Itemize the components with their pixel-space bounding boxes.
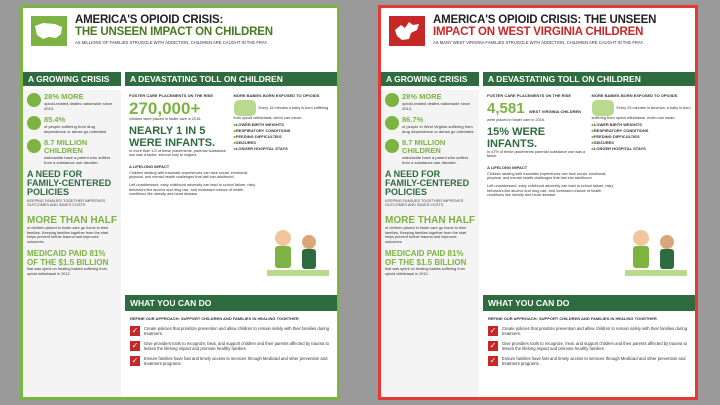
infants-stat: NEARLY 1 IN 5 WERE INFANTS. [129,124,216,149]
list-item: ■ RESPIRATORY CONDITIONS [592,128,692,133]
action-item: ✓ Create policies that prioritize prevention and allow children to remain safely with their families during treatment. [131,326,330,336]
foster-count: 270,000+ [129,99,201,118]
lifelong-heading: A LIFELONG IMPACT [129,163,170,169]
pill-bottle-icon [385,93,399,107]
toll-section: FOSTER CARE PLACEMENTS ON THE RISE 270,000+ children were placed in foster care in 2016. NEARLY 1 IN 5 WERE INFANTS. In more than 1/3 of these placements, parental substance use was a factor, second only to neglect. MORE BABIES BORN EXPOSED TO OPIOIDS Every 15 minutes a baby is born suffering from opioid withdrawal, which can mean: ■ LOWER BIRTH WEIGHTS ■ RESPIRATORY CONDITIONS ■ FEEDING DIFFICULTIES ■ SEIZURES ■ LONGER HOSPITAL STAYS A LIFELONG IMPACT Children dealing with traumatic experiences can face social, emotional, physical, and mental health challenges that last into adulthood. Left unaddressed, early childhood adversity can lead to school failure, risky behaviors like alcohol and drug use, and increased chance of health conditions like obesity and heart disease. [125,90,337,295]
actions-section: REFINE OUR APPROACH: SUPPORT CHILDREN AND FAMILIES IN HEALING TOGETHER ✓ Create policies that prioritize prevention and allow children to remain safely with their families during treatment. ✓ Give providers tools to recognize, treat, and support children and their parents affected by trauma to lessen the lifelong impact and promote healthy families. ✓ Ensure families have fast and timely access to services through Medicaid and other prevention and treatment programs. [483,313,695,397]
medicaid-stat: MEDICAID PAID 81% OF THE $1.5 BILLION [27,249,109,267]
list-item: ■ LONGER HOSPITAL STAYS [592,146,692,151]
page-subtitle: AS MILLIONS OF FAMILIES STRUGGLE WITH ADDICTION, CHILDREN ARE CAUGHT IN THE FRAY. [75,40,268,45]
lifelong-heading: A LIFELONG IMPACT [487,164,528,170]
medicaid-stat: MEDICAID PAID 81% OF THE $1.5 BILLION [385,249,467,267]
left-column: 28% MORE opioid-related deaths nationwide since 2013. 85.4% of people suffering from drug dependence or abuse go untreated 8.7 MILLION CHILDREN nationwide have a parent who suffers from a substance use disorder. A NEED FOR FAMILY-CENTERED POLICIES KEEPING FAMILIES TOGETHER IMPROVES OUTCOMES AND SAVES COSTS MORE THAN HALF of children placed in foster care go home to their families. Keeping families together from the start helps prevent further trauma and improves outcomes. MEDICAID PAID 81% OF THE $1.5 BILLION that was spent on treating babies suffering from opioid withdrawal in 2012. [23,90,121,397]
list-item: ■ LOWER BIRTH WEIGHTS [234,122,334,127]
babies-block: MORE BABIES BORN EXPOSED TO OPIOIDS Every 25 minutes in America, a baby is born suffering from opioid withdrawal, which can mean: ■ LOWER BIRTH WEIGHTS ■ RESPIRATORY CONDITIONS ■ FEEDING DIFFICULTIES ■ SEIZURES ■ LONGER HOSPITAL STAYS [592,93,692,159]
growing-crisis-heading: A GROWING CRISIS [381,72,479,86]
children-illustration-icon [621,220,691,280]
need-heading: A NEED FOR FAMILY-CENTERED POLICIES [385,169,470,197]
children-icon [27,139,41,153]
action-item: ✓ Give providers tools to recognize, treat, and support children and their parents affected by trauma to lessen the lifelong impact and promote healthy families. [131,341,329,351]
list-item: ■ LOWER BIRTH WEIGHTS [592,122,692,127]
need-subheading: KEEPING FAMILIES TOGETHER IMPROVES OUTCOMES AND SAVES COSTS [385,199,464,207]
west-virginia-map-icon [389,16,425,46]
usa-map-icon [31,16,67,46]
more-than-half: MORE THAN HALF [27,215,117,226]
foster-count: 4,581 [487,100,525,117]
toll-heading: A DEVASTATING TOLL ON CHILDREN [125,72,337,86]
stat-deaths: 28% MORE opioid-related deaths nationwide since 2013. [385,93,475,111]
checkmark-icon: ✓ [489,326,497,335]
infographic-header [381,8,695,58]
west-virginia-infographic [378,5,698,400]
action-item: ✓ Create policies that prioritize prevention and allow children to remain safely with their families during treatment. [489,326,688,336]
list-item: ■ RESPIRATORY CONDITIONS [234,128,334,133]
foster-block: FOSTER CARE PLACEMENTS ON THE RISE 270,000+ children were placed in foster care in 2016. NEARLY 1 IN 5 WERE INFANTS. In more than 1/3 of these placements, parental substance use was a factor, second only to neglect. [129,93,229,158]
action-item: ✓ Ensure families have fast and timely access to services through Medicaid and other prevention and treatment programs. [489,356,686,366]
action-item: ✓ Ensure families have fast and timely access to services through Medicaid and other prevention and treatment programs. [131,356,328,366]
national-infographic [20,5,340,400]
more-than-half: MORE THAN HALF [385,215,475,226]
toll-section: FOSTER CARE PLACEMENTS ON THE RISE 4,581 WEST VIRGINIA CHILDREN were placed in foster care in 2016. 15% WERE INFANTS. In 47% of these placements parental substance use was a factor. MORE BABIES BORN EXPOSED TO OPIOIDS Every 25 minutes in America, a baby is born suffering from opioid withdrawal, which can mean: ■ LOWER BIRTH WEIGHTS ■ RESPIRATORY CONDITIONS ■ FEEDING DIFFICULTIES ■ SEIZURES ■ LONGER HOSPITAL STAYS A LIFELONG IMPACT Children dealing with traumatic experiences can face social, emotional, physical, and mental health challenges that last into adulthood. Left unaddressed, early childhood adversity can lead to school failure, risky behaviors like alcohol and drug use, and increased chance of health conditions like obesity and heart disease. [483,90,695,295]
pill-bottle-icon [27,93,41,107]
what-you-can-do-heading: WHAT YOU CAN DO [483,295,695,311]
baby-icon [234,100,256,116]
children-icon [385,139,399,153]
left-column: 28% MORE opioid-related deaths nationwide since 2013. 86.7% of people in West Virginia suffering from drug dependence or abuse go untreated. 8.7 MILLION CHILDREN nationwide have a parent who suffers from a substance use disorder. A NEED FOR FAMILY-CENTERED POLICIES KEEPING FAMILIES TOGETHER IMPROVES OUTCOMES AND SAVES COSTS MORE THAN HALF of children placed in foster care go home to their families. Keeping families together from the start helps prevent further trauma and improves outcomes. MEDICAID PAID 81% OF THE $1.5 BILLION that was spent on treating babies suffering from opioid withdrawal in 2012. [381,90,479,397]
checkmark-icon: ✓ [131,356,139,365]
stat-deaths: 28% MORE opioid-related deaths nationwide since 2013. [27,93,117,111]
checkmark-icon: ✓ [489,356,497,365]
list-item: ■ LONGER HOSPITAL STAYS [234,146,334,151]
stat-untreated: 85.4% of people suffering from drug dependence or abuse go untreated [27,116,117,134]
children-illustration-icon [263,220,333,280]
list-item: ■ FEEDING DIFFICULTIES [234,134,334,139]
page-title: AMERICA'S OPIOID CRISIS: THE UNSEEN IMPACT ON WEST VIRGINIA CHILDREN [433,14,657,38]
person-icon [27,116,41,130]
page-subtitle: AS MANY WEST VIRGINIA FAMILIES STRUGGLE WITH ADDICTION, CHILDREN ARE CAUGHT IN THE FRAY. [433,40,644,45]
infants-stat: 15% WERE INFANTS. [487,125,546,150]
list-item: ■ SEIZURES [592,140,692,145]
toll-heading: A DEVASTATING TOLL ON CHILDREN [483,72,695,86]
stat-untreated: 86.7% of people in West Virginia suffering from drug dependence or abuse go untreated. [385,116,475,134]
action-item: ✓ Give providers tools to recognize, treat, and support children and their parents affected by trauma to lessen the lifelong impact and promote healthy families. [489,341,687,351]
babies-block: MORE BABIES BORN EXPOSED TO OPIOIDS Every 15 minutes a baby is born suffering from opioid withdrawal, which can mean: ■ LOWER BIRTH WEIGHTS ■ RESPIRATORY CONDITIONS ■ FEEDING DIFFICULTIES ■ SEIZURES ■ LONGER HOSPITAL STAYS [234,93,334,158]
effects-list [592,122,692,151]
foster-block: FOSTER CARE PLACEMENTS ON THE RISE 4,581 WEST VIRGINIA CHILDREN were placed in foster care in 2016. 15% WERE INFANTS. In 47% of these placements parental substance use was a factor. [487,93,586,159]
infographic-header [23,8,337,58]
person-icon [385,116,399,130]
stat-children: 8.7 MILLION CHILDREN nationwide have a parent who suffers from a substance use disorder. [385,139,475,165]
growing-crisis-heading: A GROWING CRISIS [23,72,121,86]
baby-icon [592,100,614,116]
stat-children: 8.7 MILLION CHILDREN nationwide have a parent who suffers from a substance use disorder. [27,139,117,165]
need-subheading: KEEPING FAMILIES TOGETHER IMPROVES OUTCOMES AND SAVES COSTS [27,199,106,207]
what-you-can-do-heading: WHAT YOU CAN DO [125,295,337,311]
checkmark-icon: ✓ [131,341,139,350]
actions-section: REFINE OUR APPROACH: SUPPORT CHILDREN AND FAMILIES IN HEALING TOGETHER ✓ Create policies that prioritize prevention and allow children to remain safely with their families during treatment. ✓ Give providers tools to recognize, treat, and support children and their parents affected by trauma to lessen the lifelong impact and promote healthy families. ✓ Ensure families have fast and timely access to services through Medicaid and other prevention and treatment programs. [125,313,337,397]
effects-list [234,122,334,151]
list-item: ■ SEIZURES [234,140,334,145]
need-heading: A NEED FOR FAMILY-CENTERED POLICIES [27,169,112,197]
list-item: ■ FEEDING DIFFICULTIES [592,134,692,139]
page-title: AMERICA'S OPIOID CRISIS: THE UNSEEN IMPACT ON CHILDREN [75,14,273,38]
checkmark-icon: ✓ [131,326,139,335]
checkmark-icon: ✓ [489,341,497,350]
